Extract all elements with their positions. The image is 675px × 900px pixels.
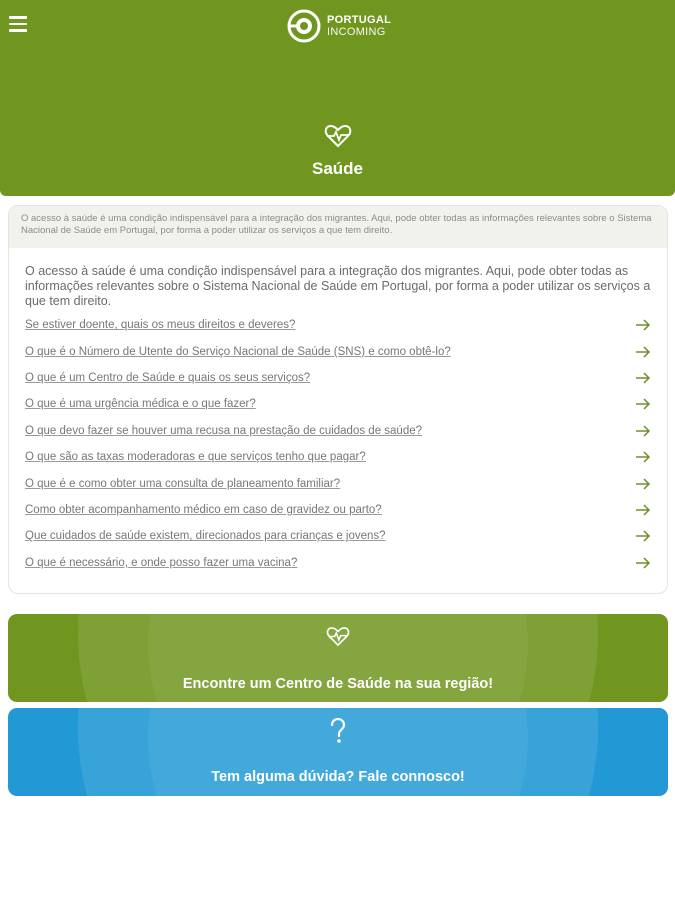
faq-link[interactable]	[25, 418, 655, 444]
logo[interactable]	[287, 9, 391, 43]
arrow-right-icon	[635, 504, 651, 516]
faq-link-label[interactable]: Se estiver doente, quais os meus direitos e deveres?	[25, 319, 296, 332]
faq-link[interactable]	[25, 338, 655, 364]
arrow-right-icon	[635, 425, 651, 437]
contact-us-button[interactable]	[8, 708, 668, 796]
arrow-right-icon	[635, 451, 651, 463]
arrow-right-icon	[635, 372, 651, 384]
hamburger-menu-icon[interactable]	[9, 16, 27, 32]
heart-pulse-icon	[324, 124, 352, 148]
brand-name	[327, 14, 391, 38]
faq-link-label[interactable]: Como obter acompanhamento médico em caso de gravidez ou parto?	[25, 503, 382, 516]
arrow-right-icon	[635, 346, 651, 358]
arrow-right-icon	[635, 557, 651, 569]
intro-text: O acesso à saúde é uma condição indispensável para a integração dos migrantes. Aqui, pode obter todas as informações relevantes sobre o Sistema Nacional de Saúde em Portugal, por forma a poder utilizar os serviços a que tem direito.	[25, 264, 651, 308]
faq-link-label[interactable]: O que é um Centro de Saúde e quais os seus serviços?	[25, 371, 311, 384]
arrow-right-icon	[635, 398, 651, 410]
find-health-center-button[interactable]	[8, 614, 668, 702]
arrow-right-icon	[635, 478, 651, 490]
faq-link-label[interactable]: O que é uma urgência médica e o que fazer?	[25, 398, 256, 411]
faq-link[interactable]	[25, 365, 655, 391]
faq-link-label[interactable]: O que é o Número de Utente do Serviço Nacional de Saúde (SNS) e como obtê-lo?	[25, 345, 451, 358]
faq-link-label[interactable]: O que é e como obter uma consulta de planeamento familiar?	[25, 477, 341, 490]
summary-text: O acesso à saúde é uma condição indispensável para a integração dos migrantes. Aqui, pode obter todas as informações relevantes sobre o Sistema Nacional de Saúde em Portugal, por forma a poder utilizar os serviços a que tem direito.	[9, 206, 667, 248]
find-health-center-label: Encontre um Centro de Saúde na sua região!	[182, 676, 494, 692]
arrow-right-icon	[635, 319, 651, 331]
faq-link-label[interactable]: Que cuidados de saúde existem, direcionados para crianças e jovens?	[25, 530, 386, 543]
faq-link[interactable]	[25, 444, 655, 470]
faq-link[interactable]	[25, 523, 655, 549]
faq-link-label[interactable]: O que são as taxas moderadoras e que serviços tenho que pagar?	[25, 451, 366, 464]
arrow-right-icon	[635, 530, 651, 542]
page-title: Saúde	[311, 159, 364, 178]
header	[0, 0, 675, 196]
brand-line2: INCOMING	[327, 26, 386, 38]
faq-link-label[interactable]: O que é necessário, e onde posso fazer uma vacina?	[25, 556, 298, 569]
faq-link[interactable]	[25, 391, 655, 417]
contact-us-label: Tem alguma dúvida? Fale connosco!	[211, 769, 465, 785]
faq-link[interactable]	[25, 470, 655, 496]
info-card	[8, 205, 668, 594]
faq-link[interactable]	[25, 497, 655, 523]
faq-link[interactable]	[25, 312, 655, 338]
faq-links	[25, 312, 655, 576]
faq-link[interactable]	[25, 550, 655, 576]
brand-line1: PORTUGAL	[327, 14, 392, 26]
question-icon	[329, 718, 347, 744]
portugal-incoming-logo-icon	[287, 9, 321, 43]
heart-pulse-icon	[326, 626, 350, 647]
faq-link-label[interactable]: O que devo fazer se houver uma recusa na prestação de cuidados de saúde?	[25, 424, 423, 437]
